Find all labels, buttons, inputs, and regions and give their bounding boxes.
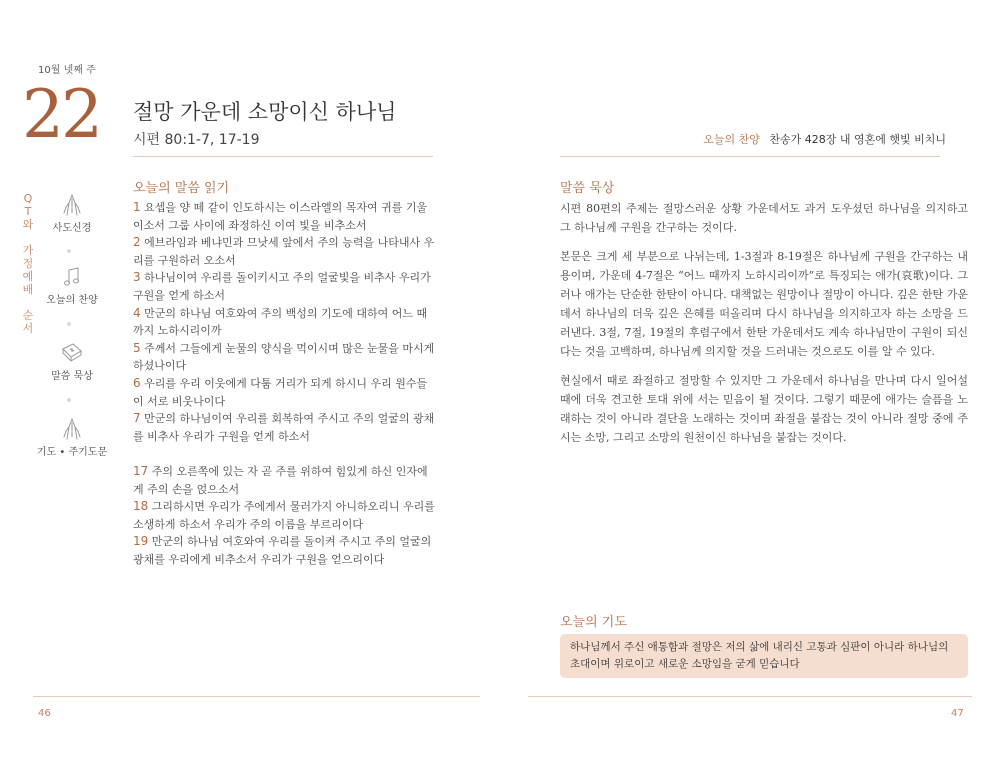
verse-text: 하나님이여 우리를 돌이키시고 주의 얼굴빛을 비추사 우리가 구원을 얻게 하소서 <box>133 271 431 302</box>
reading-heading: 오늘의 말씀 읽기 <box>133 181 230 196</box>
title-divider <box>133 156 433 157</box>
verse-text: 우리를 우리 이웃에게 다툼 거리가 되게 하시니 우리 원수들이 서로 비웃나이다 <box>133 376 428 408</box>
page-number-right: 47 <box>951 708 964 719</box>
verse-text: 에브라임과 베냐민과 므낫세 앞에서 주의 능력을 나타내사 우리를 구원하러 오소서 <box>133 236 435 267</box>
vertical-char: 예 <box>22 270 34 283</box>
sidebar-item-todays-hymn <box>36 265 108 306</box>
verse-text: 만군의 하나님 여호와여 주의 백성의 기도에 대하여 어느 때까지 노하시리이까 <box>133 306 428 338</box>
page-title: 절망 가운데 소망이신 하나님 <box>133 100 397 124</box>
praying-hands-icon <box>61 417 83 441</box>
sidebar-item-label: 말씀 묵상 <box>51 371 93 382</box>
sidebar-item-prayer <box>36 417 108 458</box>
music-note-icon <box>61 265 83 289</box>
verse <box>133 463 437 498</box>
verse <box>133 533 437 568</box>
verse-number: 1 <box>133 200 141 214</box>
hymn-info <box>703 131 946 147</box>
verse-text: 요셉을 양 떼 같이 인도하시는 이스라엘의 목자여 귀를 기울이소서 그룹 사이에 좌정하신 이여 빛을 비추소서 <box>133 201 428 232</box>
verse <box>133 375 437 410</box>
page-number-left: 46 <box>38 708 51 719</box>
vertical-char <box>22 231 34 244</box>
sidebar-separator-dot <box>67 249 71 253</box>
verse-number: 6 <box>133 375 141 390</box>
verse-number: 4 <box>133 305 141 320</box>
bible-icon <box>59 341 85 365</box>
verse-text: 만군의 하나님이여 우리를 회복하여 주시고 주의 얼굴의 광채를 비추사 우리가 구원을 얻게 하소서 <box>133 412 435 443</box>
sidebar-item-apostles-creed <box>36 193 108 234</box>
vertical-char: 가 <box>22 244 34 257</box>
sidebar-item-label: 기도 • 주기도문 <box>36 447 108 458</box>
verse-number: 3 <box>133 270 141 285</box>
meditation-heading: 말씀 묵상 <box>560 181 615 196</box>
day-number: 22 <box>22 76 100 153</box>
vertical-char: 정 <box>22 257 34 270</box>
sidebar-separator-dot <box>67 322 71 326</box>
prayer-box: 하나님께서 주신 애통함과 절망은 저의 삶에 내리신 고통과 심판이 아니라 하나님의 초대이며 위로이고 새로운 소망임을 굳게 믿습니다 <box>560 634 968 678</box>
footer-divider-right <box>528 696 972 697</box>
week-label: 10월 넷째 주 <box>38 65 96 76</box>
meditation-paragraph: 시편 80편의 주제는 절망스러운 상황 가운데서도 과거 도우셨던 하나님을 의지하고 그 하나님께 구원을 간구하는 것이다. <box>560 202 968 234</box>
verse-number: 7 <box>133 411 141 426</box>
scripture-reference: 시편 80:1-7, 17-19 <box>133 132 260 148</box>
verse-text: 만군의 하나님 여호와여 우리를 돌이켜 주시고 주의 얼굴의 광채를 우리에게 비추소서 우리가 구원을 얻으리이다 <box>133 535 432 566</box>
vertical-section-label <box>22 192 34 335</box>
prayer-heading: 오늘의 기도 <box>560 615 627 630</box>
verse <box>133 498 437 533</box>
verse <box>133 234 437 269</box>
verse-number: 17 <box>133 463 149 478</box>
vertical-char: 서 <box>22 322 34 335</box>
verse <box>133 199 437 234</box>
vertical-char: 순 <box>22 309 34 322</box>
hymn-title: 찬송가 428장 내 영혼에 햇빛 비치니 <box>769 133 946 146</box>
verse-number: 19 <box>133 534 149 549</box>
footer-divider-left <box>33 696 480 697</box>
sidebar-item-meditation <box>36 341 108 382</box>
verse-text: 주께서 그들에게 눈물의 양식을 먹이시며 많은 눈물을 마시게 하셨나이다 <box>133 341 435 373</box>
vertical-char: Q <box>23 192 33 205</box>
sidebar-item-label: 오늘의 찬양 <box>46 295 98 306</box>
scripture-verses <box>133 199 437 568</box>
verse-text: 그리하시면 우리가 주에게서 물러가지 아니하오리니 우리를 소생하게 하소서 우리가 주의 이름을 부르리이다 <box>133 500 435 531</box>
verse-number: 5 <box>133 340 141 355</box>
sidebar-item-label: 사도신경 <box>52 223 92 234</box>
praying-hands-icon <box>61 193 83 217</box>
vertical-char: T <box>24 205 32 218</box>
verse <box>133 410 437 445</box>
meditation-paragraph: 본문은 크게 세 부분으로 나뉘는데, 1-3절과 8-19절은 하나님께 구원을 간구하는 내용이며, 가운데 4-7절은 “어느 때까지 노하시리이까”로 특징되는 애가(哀歌)이다. 그러나 애가는 단순한 한탄이 아니다. 대책없는 원망이나 절망이 아니다. 깊은 한탄 가운데서 하나님의 더욱 깊은 은혜를 떠올리며 다시 하나님을 의지하고자 하는 소망을 드러낸다. 3절, 7절, 19절의 후렴구에서 한탄 가운데서도 계속 하나님만이 구원이 되신다는 것을 고백하며, 하나님께 의지할 것을 드러내는 것으로도 이를 알 수 있다. <box>560 250 968 358</box>
meditation-paragraph: 현실에서 때로 좌절하고 절망할 수 있지만 그 가운데서 하나님을 만나며 다시 일어설 때에 더욱 견고한 토대 위에 서는 믿음이 될 것이다. 그렇기 때문에 애가는 슬픔을 노래하는 것이 아니라 결단을 노래하는 것이며 좌절을 붙잡는 것이 아니라 절망 중에 주시는 소망, 그리고 소망의 원천이신 하나님을 붙잡는 것이다. <box>560 374 968 444</box>
verse-number: 2 <box>133 235 141 250</box>
sidebar-separator-dot <box>67 398 71 402</box>
verse-gap <box>133 445 437 463</box>
verse <box>133 340 437 375</box>
vertical-char <box>22 296 34 309</box>
hymn-label: 오늘의 찬양 <box>703 133 760 146</box>
verse <box>133 305 437 340</box>
verse <box>133 269 437 304</box>
verse-number: 18 <box>133 499 149 514</box>
vertical-char: 와 <box>22 218 34 231</box>
verse-text: 주의 오른쪽에 있는 자 곧 주를 위하여 힘있게 하신 인자에게 주의 손을 얹으소서 <box>133 464 428 496</box>
meditation-body <box>560 199 968 457</box>
vertical-char: 배 <box>22 283 34 296</box>
hymn-divider <box>560 156 940 157</box>
